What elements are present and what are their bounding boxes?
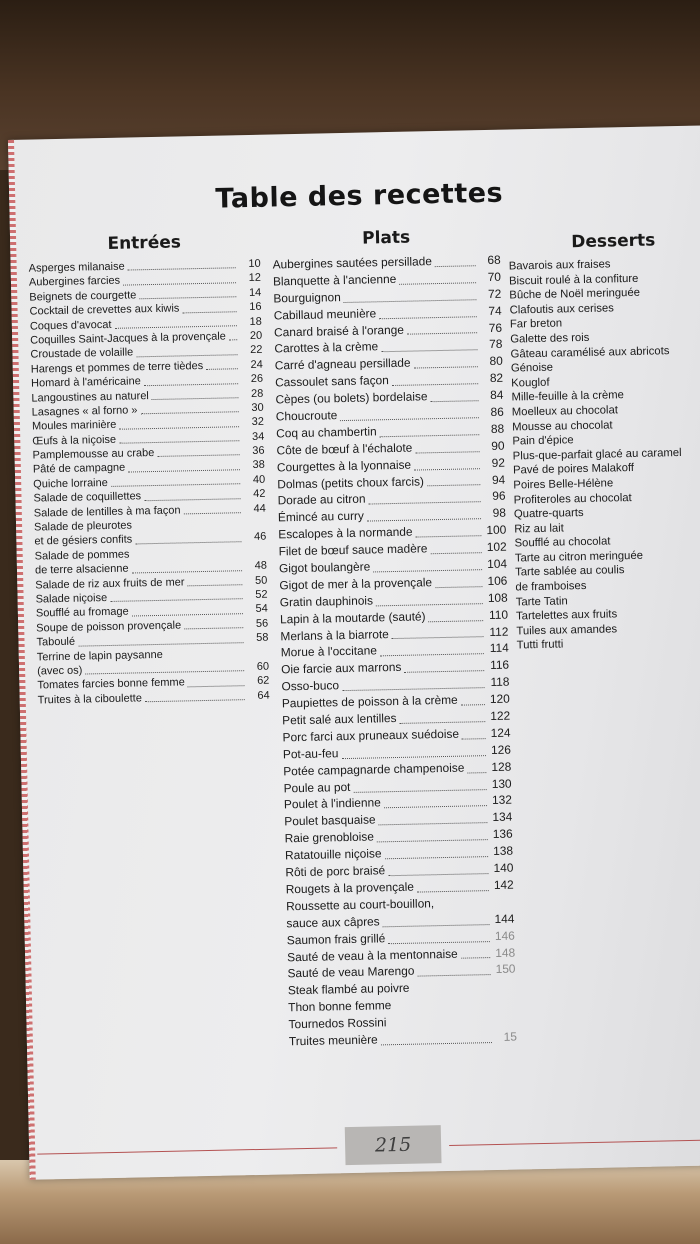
recipe-name: Gigot boulangère bbox=[278, 559, 371, 576]
dot-leader bbox=[144, 382, 238, 386]
recipe-page-number: 30 bbox=[251, 401, 264, 414]
dot-leader bbox=[415, 450, 479, 453]
recipe-name: Raie grenobloise bbox=[284, 829, 375, 846]
recipe-page-number: 110 bbox=[488, 607, 509, 622]
recipe-page-number: 82 bbox=[489, 370, 504, 386]
recipe-name: Blanquette à l'ancienne bbox=[272, 271, 397, 289]
dot-leader bbox=[435, 585, 482, 588]
recipe-name: Galette des rois bbox=[510, 331, 590, 346]
recipe-name: Côte de bœuf à l'échalote bbox=[276, 440, 413, 458]
dot-leader bbox=[132, 569, 242, 573]
recipe-name: Osso-buco bbox=[281, 678, 340, 694]
dot-leader bbox=[376, 602, 483, 606]
recipe-page-number: 38 bbox=[252, 459, 265, 472]
dot-leader bbox=[430, 551, 481, 554]
recipe-page-number: 120 bbox=[489, 691, 510, 707]
dot-leader bbox=[367, 517, 481, 521]
recipe-name: Aubergines farcies bbox=[28, 275, 121, 289]
dot-leader bbox=[429, 619, 484, 622]
dot-leader bbox=[461, 703, 485, 706]
recipe-page-number: 98 bbox=[492, 505, 507, 521]
recipe-name: Saumon frais grillé bbox=[286, 930, 386, 947]
dot-leader bbox=[188, 684, 245, 687]
recipe-name: Cèpes (ou bolets) bordelaise bbox=[275, 389, 428, 407]
dot-leader bbox=[404, 669, 484, 673]
recipe-name: Rougets à la provençale bbox=[285, 879, 415, 897]
recipe-page-number: 10 bbox=[248, 257, 261, 270]
recipe-entry bbox=[517, 634, 700, 653]
recipe-page-number: 114 bbox=[489, 641, 509, 656]
recipe-page-number: 112 bbox=[489, 624, 509, 639]
recipe-name: Bourguignon bbox=[273, 289, 341, 306]
page-number: 215 bbox=[374, 1133, 412, 1157]
recipe-list bbox=[29, 257, 270, 708]
recipe-name: Tarte sablée au coulis bbox=[515, 564, 625, 579]
recipe-name: Salade de lentilles à ma façon bbox=[33, 504, 181, 520]
dot-leader bbox=[381, 349, 477, 353]
recipe-name: Riz au lait bbox=[514, 522, 564, 536]
recipe-name: Langoustines au naturel bbox=[31, 389, 149, 405]
recipe-page-number: 96 bbox=[492, 489, 506, 504]
recipe-page-number: 116 bbox=[489, 657, 510, 673]
recipe-page-number: 134 bbox=[492, 809, 513, 825]
recipe-page-number: 24 bbox=[250, 358, 263, 371]
recipe-page-number: 44 bbox=[253, 502, 266, 515]
recipe-name: Taboulé bbox=[36, 635, 76, 649]
recipe-name: Carré d'agneau persillade bbox=[274, 355, 411, 373]
recipe-page-number: 108 bbox=[487, 590, 508, 605]
recipe-page-number: 94 bbox=[491, 472, 506, 487]
recipe-page-number: 122 bbox=[490, 708, 511, 724]
recipe-page-number: 12 bbox=[248, 272, 262, 285]
recipe-name: Terrine de lapin paysanne bbox=[36, 648, 163, 664]
recipe-page-number: 124 bbox=[490, 725, 511, 740]
recipe-name: Cocktail de crevettes aux kiwis bbox=[29, 302, 180, 318]
recipe-name: Tarte Tatin bbox=[515, 595, 568, 609]
dot-leader bbox=[435, 264, 476, 267]
dot-leader bbox=[342, 754, 486, 759]
recipe-page-number: 146 bbox=[494, 928, 515, 943]
dot-leader bbox=[184, 626, 243, 629]
recipe-name: Poule au pot bbox=[283, 779, 351, 795]
dot-leader bbox=[417, 889, 489, 893]
recipe-name: Salade de coquillettes bbox=[33, 490, 142, 505]
dot-leader bbox=[128, 267, 236, 271]
recipe-name: Salade de pleurotes bbox=[33, 519, 133, 534]
recipe-page-number: 100 bbox=[486, 522, 507, 538]
recipe-name: Gratin dauphinois bbox=[279, 593, 374, 610]
recipe-page-number: 102 bbox=[486, 539, 507, 555]
recipe-name: Clafoutis aux cerises bbox=[509, 302, 615, 317]
recipe-name: Oie farcie aux marrons bbox=[281, 660, 402, 677]
dot-leader bbox=[418, 973, 491, 977]
recipe-name: Bûche de Noël meringuée bbox=[509, 286, 641, 302]
recipe-name: Carottes à la crème bbox=[274, 339, 379, 356]
dot-leader bbox=[119, 425, 239, 430]
recipe-name: Pavé de poires Malakoff bbox=[512, 462, 635, 477]
dot-leader bbox=[461, 956, 490, 959]
recipe-page-number: 46 bbox=[253, 531, 267, 544]
recipe-name: Truites à la ciboulette bbox=[37, 692, 142, 707]
recipe-name: Émincé au curry bbox=[277, 508, 365, 525]
dot-leader bbox=[182, 310, 236, 313]
recipe-page-number: 80 bbox=[489, 354, 503, 369]
recipe-page-number: 132 bbox=[491, 793, 513, 808]
dot-leader bbox=[392, 382, 478, 386]
recipe-page-number: 14 bbox=[248, 286, 262, 299]
recipe-page-number: 15 bbox=[503, 1029, 518, 1044]
recipe-name: Sauté de veau Marengo bbox=[287, 964, 415, 981]
dot-leader bbox=[229, 339, 237, 341]
recipe-page-number: 58 bbox=[256, 631, 269, 645]
recipe-name: Dorade au citron bbox=[277, 492, 366, 508]
dot-leader bbox=[344, 298, 477, 303]
recipe-name: Mille-feuille à la crème bbox=[511, 389, 625, 404]
recipe-name: Profiteroles au chocolat bbox=[513, 491, 632, 506]
dot-leader bbox=[414, 365, 478, 368]
column-heading: Entrées bbox=[107, 232, 182, 254]
recipe-page-number: 106 bbox=[487, 573, 508, 588]
dot-leader bbox=[388, 872, 488, 876]
recipe-page-number: 74 bbox=[488, 303, 502, 318]
dot-leader bbox=[407, 332, 477, 335]
recipe-name: Biscuit roulé à la confiture bbox=[508, 272, 639, 288]
recipe-page-number: 36 bbox=[252, 444, 265, 458]
recipe-name: Lasagnes « al forno » bbox=[31, 404, 138, 419]
recipe-name: Génoise bbox=[510, 361, 554, 375]
recipe-page-number: 42 bbox=[253, 487, 266, 501]
recipe-name: Lapin à la moutarde (sauté) bbox=[279, 609, 426, 627]
recipe-name: Cassoulet sans façon bbox=[274, 373, 389, 390]
dot-leader bbox=[383, 923, 490, 927]
recipe-page-number: 136 bbox=[492, 826, 513, 842]
recipe-name: Mousse au chocolat bbox=[511, 418, 613, 434]
dot-leader bbox=[385, 855, 489, 859]
recipe-page-number: 142 bbox=[493, 877, 514, 892]
recipe-name: Tarte au citron meringuée bbox=[514, 549, 644, 565]
recipe-name: Roussette au court-bouillon, bbox=[285, 896, 435, 914]
dot-leader bbox=[467, 771, 486, 773]
recipe-page-number: 78 bbox=[489, 337, 503, 352]
recipe-name: Gâteau caramélisé aux abricots bbox=[510, 344, 670, 361]
recipe-name: Quatre-quarts bbox=[513, 507, 584, 521]
recipe-page-number: 144 bbox=[494, 911, 515, 926]
dot-leader bbox=[342, 686, 485, 691]
dot-leader bbox=[379, 821, 488, 825]
recipe-name: Coquilles Saint-Jacques à la provençale bbox=[30, 330, 226, 347]
recipe-page-number: 76 bbox=[488, 320, 503, 335]
recipe-name: Merlans à la biarrote bbox=[280, 626, 389, 643]
recipe-page-number: 104 bbox=[486, 556, 508, 572]
dot-leader bbox=[206, 367, 238, 370]
page-number-box bbox=[345, 1125, 442, 1165]
dot-leader bbox=[380, 433, 480, 437]
recipe-page-number: 50 bbox=[254, 574, 268, 587]
recipe-name: Porc farci aux pruneaux suédoise bbox=[282, 726, 460, 745]
recipe-page-number: 86 bbox=[490, 404, 504, 419]
recipe-page-number: 16 bbox=[249, 300, 262, 314]
footer-rule-left bbox=[37, 1147, 337, 1154]
dot-leader bbox=[379, 315, 477, 319]
recipe-page-number: 20 bbox=[249, 329, 263, 342]
recipe-page-number: 64 bbox=[257, 689, 270, 702]
dot-leader bbox=[110, 598, 242, 603]
recipe-name: Sauté de veau à la mentonnaise bbox=[287, 946, 458, 964]
recipe-name: Soufflé au fromage bbox=[35, 605, 129, 620]
recipe-name: Homard à l'américaine bbox=[30, 375, 141, 390]
recipe-name: de terre alsacienne bbox=[34, 562, 129, 577]
recipe-page-number: 22 bbox=[250, 344, 263, 357]
recipe-page-number: 60 bbox=[256, 660, 270, 673]
recipe-name: Petit salé aux lentilles bbox=[282, 711, 397, 728]
dot-leader bbox=[384, 805, 487, 809]
recipe-name: Poires Belle-Hélène bbox=[513, 477, 614, 492]
dot-leader bbox=[380, 653, 484, 657]
recipe-name: Pain d'épice bbox=[512, 434, 574, 448]
recipe-page-number: 130 bbox=[491, 776, 512, 791]
recipe-name: Aubergines sautées persillade bbox=[272, 254, 433, 272]
recipe-name: Steak flambé au poivre bbox=[287, 981, 410, 998]
column-heading: Desserts bbox=[571, 230, 656, 253]
recipe-name: Moelleux au chocolat bbox=[511, 404, 619, 419]
recipe-name: Harengs et pommes de terre tièdes bbox=[30, 359, 204, 376]
recipe-name: Choucroute bbox=[275, 408, 338, 424]
page-title: Table des recettes bbox=[215, 177, 504, 215]
dot-leader bbox=[414, 467, 480, 470]
recipe-name: Tomates farcies bonne femme bbox=[37, 676, 185, 692]
recipe-name: Ratatouille niçoise bbox=[284, 846, 382, 863]
recipe-name: Plus-que-parfait glacé au caramel bbox=[512, 446, 682, 463]
recipe-page-number: 54 bbox=[255, 603, 269, 616]
recipe-page-number: 72 bbox=[487, 286, 502, 301]
recipe-page-number: 48 bbox=[254, 559, 268, 573]
recipe-name: Tournedos Rossini bbox=[288, 1015, 387, 1032]
recipe-name: Kouglof bbox=[511, 376, 550, 390]
recipe-page-number: 26 bbox=[250, 372, 264, 386]
dot-leader bbox=[188, 583, 243, 586]
recipe-name: Paupiettes de poisson à la crème bbox=[281, 692, 458, 711]
dot-leader bbox=[184, 511, 241, 514]
recipe-page-number: 150 bbox=[495, 961, 516, 977]
dot-leader bbox=[388, 940, 490, 944]
recipe-page-number: 128 bbox=[491, 759, 512, 774]
dot-leader bbox=[144, 497, 240, 501]
recipe-name: Tutti frutti bbox=[516, 638, 564, 652]
recipe-name: Œufs à la niçoise bbox=[32, 433, 117, 448]
dot-leader bbox=[377, 838, 488, 842]
recipe-name: Canard braisé à l'orange bbox=[273, 322, 405, 340]
column-desserts bbox=[508, 221, 700, 653]
recipe-page-number: 52 bbox=[255, 588, 268, 601]
recipe-name: Pamplemousse au crabe bbox=[32, 447, 155, 462]
dot-leader bbox=[353, 788, 486, 793]
column-heading: Plats bbox=[361, 227, 411, 249]
dot-leader bbox=[141, 411, 239, 415]
recipe-list bbox=[272, 252, 517, 1050]
recipe-name: Salade de pommes bbox=[34, 548, 130, 563]
recipe-name: Poulet à l'indienne bbox=[283, 795, 381, 812]
dot-leader bbox=[139, 295, 236, 299]
recipe-name: Thon bonne femme bbox=[288, 998, 392, 1015]
dot-leader bbox=[373, 568, 482, 572]
recipe-page-number: 70 bbox=[487, 269, 502, 284]
recipe-name: Courgettes à la lyonnaise bbox=[276, 457, 412, 475]
dot-leader bbox=[152, 396, 239, 400]
recipe-name: (avec os) bbox=[37, 664, 83, 678]
recipe-name: Coq au chambertin bbox=[276, 424, 377, 441]
footer-rule-right bbox=[449, 1139, 700, 1146]
recipe-page-number: 18 bbox=[249, 315, 262, 328]
recipe-name: Beignets de courgette bbox=[29, 289, 137, 304]
dot-leader bbox=[123, 281, 236, 285]
recipe-page-number: 126 bbox=[490, 742, 512, 757]
recipe-list bbox=[509, 255, 700, 653]
recipe-page-number: 90 bbox=[491, 438, 505, 453]
dot-leader bbox=[115, 324, 237, 329]
recipe-name: Bavarois aux fraises bbox=[508, 258, 611, 273]
recipe-name: Tuiles aux amandes bbox=[516, 623, 618, 638]
recipe-page-number: 92 bbox=[491, 455, 506, 470]
recipe-name: Potée campagnarde champenoise bbox=[283, 760, 465, 779]
recipe-name: sauce aux câpres bbox=[286, 914, 380, 931]
recipe-name: Pâté de campagne bbox=[32, 462, 126, 477]
dot-leader bbox=[399, 281, 476, 285]
recipe-page-number: 138 bbox=[493, 843, 514, 859]
recipe-name: Dolmas (petits choux farcis) bbox=[277, 473, 425, 491]
recipe-name: Coques d'avocat bbox=[29, 318, 112, 333]
recipe-name: Tartelettes aux fruits bbox=[515, 608, 618, 623]
dot-leader bbox=[381, 1041, 492, 1045]
dot-leader bbox=[400, 720, 486, 724]
recipe-page-number: 40 bbox=[252, 473, 266, 486]
recipe-name: Rôti de porc braisé bbox=[285, 863, 386, 880]
recipe-name: Pot-au-feu bbox=[282, 746, 339, 762]
recipe-page-number: 62 bbox=[257, 674, 270, 688]
column-plats bbox=[272, 226, 517, 1050]
recipe-page-number: 118 bbox=[490, 674, 510, 690]
recipe-name: Escalopes à la normande bbox=[278, 524, 413, 542]
recipe-name: Gigot de mer à la provençale bbox=[279, 575, 433, 593]
dot-leader bbox=[427, 484, 480, 487]
recipe-name: Salade niçoise bbox=[35, 591, 108, 606]
dot-leader bbox=[135, 540, 241, 544]
recipe-name: Far breton bbox=[509, 317, 563, 331]
recipe-page-number: 68 bbox=[487, 252, 501, 267]
recipe-name: Asperges milanaise bbox=[28, 260, 125, 275]
column-entrees bbox=[28, 231, 270, 708]
dot-leader bbox=[128, 468, 240, 472]
dot-leader bbox=[462, 737, 486, 739]
dot-leader bbox=[145, 698, 245, 702]
recipe-name: Soufflé au chocolat bbox=[514, 535, 611, 550]
recipe-name: Truites meunière bbox=[288, 1032, 378, 1049]
dot-leader bbox=[132, 612, 243, 616]
dot-leader bbox=[416, 534, 482, 537]
recipe-name: Salade de riz aux fruits de mer bbox=[35, 575, 185, 592]
dot-leader bbox=[392, 636, 484, 640]
recipe-name: Morue à l'occitane bbox=[280, 643, 378, 660]
dot-leader bbox=[340, 416, 479, 421]
dot-leader bbox=[431, 399, 479, 402]
recipe-entry bbox=[289, 1029, 517, 1051]
recipe-name: et de gésiers confits bbox=[34, 533, 133, 548]
dot-leader bbox=[136, 353, 237, 357]
recipe-name: Quiche lorraine bbox=[33, 476, 108, 491]
recipe-page-number: 56 bbox=[255, 617, 269, 630]
recipe-page-number: 148 bbox=[495, 945, 516, 960]
dot-leader bbox=[369, 501, 481, 505]
book-page bbox=[8, 125, 700, 1179]
dot-leader bbox=[111, 482, 240, 487]
recipe-page-number: 84 bbox=[490, 387, 504, 403]
recipe-name: Croustade de volaille bbox=[30, 346, 134, 361]
recipe-name: Cabillaud meunière bbox=[273, 305, 377, 323]
recipe-name: de framboises bbox=[515, 580, 587, 594]
recipe-page-number: 32 bbox=[251, 415, 265, 429]
recipe-name: Soupe de poisson provençale bbox=[36, 619, 182, 635]
recipe-name: Poulet basquaise bbox=[284, 812, 376, 829]
recipe-name: Moules marinière bbox=[31, 419, 117, 433]
recipe-page-number: 28 bbox=[250, 387, 264, 400]
dot-leader bbox=[157, 454, 239, 458]
recipe-page-number: 34 bbox=[251, 430, 265, 443]
recipe-page-number: 140 bbox=[493, 860, 514, 876]
dot-leader bbox=[119, 439, 239, 444]
recipe-page-number: 88 bbox=[490, 421, 505, 436]
recipe-name: Filet de bœuf sauce madère bbox=[278, 541, 428, 559]
